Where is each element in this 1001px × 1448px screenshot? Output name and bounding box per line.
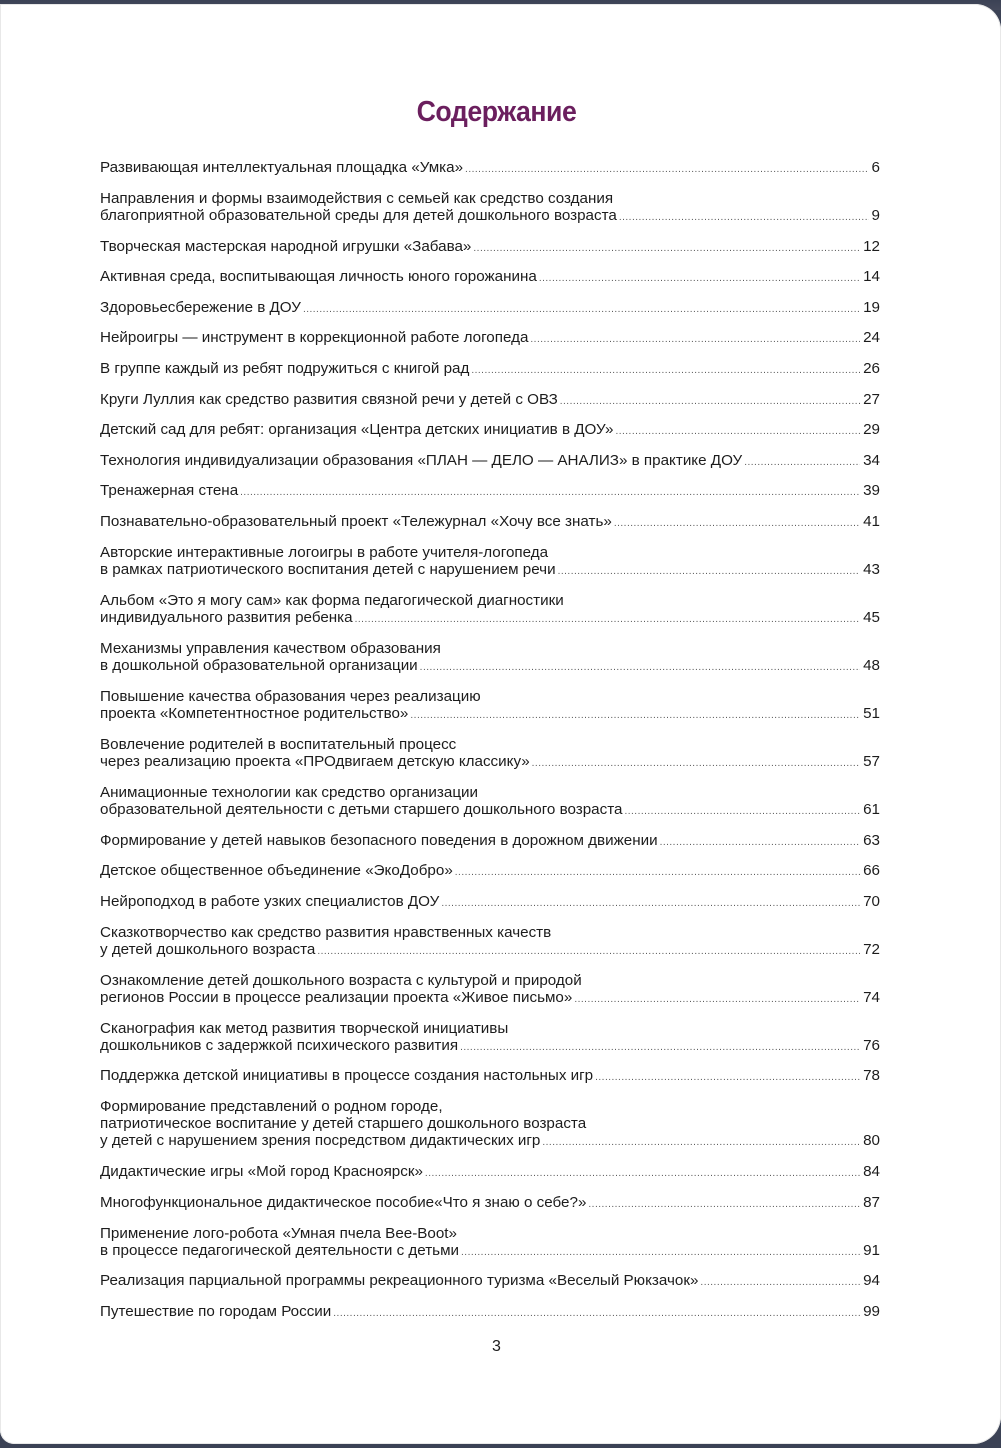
toc-entry-title-line: Нейроигры — инструмент в коррекционной работе логопеда [100,329,529,347]
toc-entry[interactable] [100,452,880,471]
dot-leader [532,755,860,772]
toc-entry[interactable] [100,268,880,287]
toc-entry-title-line: Путешествие по городам России [100,1302,332,1320]
toc-entry-page: 63 [863,831,880,849]
toc-entry[interactable] [100,832,880,851]
toc-entry[interactable] [100,893,880,912]
toc-entry-title-line: в рамках патриотического воспитания детей с нарушением речи [100,560,556,578]
dot-leader [473,240,860,257]
toc-entry-title-line: Альбом «Это я могу сам» как форма педагогической диагностики [100,591,564,609]
dot-leader [558,563,861,580]
toc-entry-title-line: Детский сад для ребят: организация «Центра детских инициатив в ДОУ» [100,421,614,439]
toc-entry-page: 9 [871,207,880,224]
toc-entry-page: 94 [863,1272,880,1290]
dot-leader [614,515,860,532]
toc-entry-page: 6 [871,159,880,176]
toc-entry-page: 39 [863,482,880,500]
toc-entry-title-line: в процессе педагогической деятельности с детьми [100,1241,460,1259]
toc-entry-title-line: Авторские интерактивные логоигры в работе учителя-логопеда [100,543,549,561]
dot-leader [700,1274,860,1291]
toc-entry[interactable] [100,640,880,676]
toc-entry-page: 91 [863,1241,880,1259]
toc-entry[interactable] [100,1225,880,1261]
toc-entry-title-line: проекта «Компетентностное родительство» [100,704,409,722]
dot-leader [441,895,860,912]
dot-leader [303,301,860,318]
dot-leader [317,943,860,960]
dot-leader [461,1244,860,1261]
toc-entry-page: 99 [863,1302,880,1320]
toc-entry-page: 41 [863,512,880,530]
dot-leader [660,834,861,851]
toc-entry[interactable] [100,784,880,820]
table-of-contents [100,159,880,1322]
toc-entry[interactable] [100,862,880,881]
toc-entry-title-line: через реализацию проекта «ПРОдвигаем детскую классику» [100,752,530,770]
toc-entry[interactable] [100,1067,880,1086]
toc-entry-title-line: патриотическое воспитание у детей старшего дошкольного возраста [100,1115,587,1133]
toc-entry-title-line: Поддержка детской инициативы в процессе создания настольных игр [100,1067,594,1085]
toc-entry[interactable] [100,238,880,257]
toc-entry-page: 74 [863,988,880,1006]
dot-leader [615,423,860,440]
toc-entry-title-line: благоприятной образовательной среды для детей дошкольного возраста [100,207,617,224]
toc-entry-title-line: Дидактические игры «Мой город Красноярск» [100,1162,423,1180]
toc-entry-title-line: Повышение качества образования через реализацию [100,687,481,705]
toc-entry-page: 78 [863,1067,880,1085]
toc-entry-title-line: регионов России в процессе реализации проекта «Живое письмо» [100,988,573,1006]
toc-entry-title-line: Вовлечение родителей в воспитательный процесс [100,735,457,753]
toc-entry-page: 72 [863,940,880,958]
page-number: 3 [492,1338,501,1355]
dot-leader [619,209,869,226]
toc-entry[interactable] [100,1098,880,1151]
toc-entry-title-line: Сканография как метод развития творческой инициативы [100,1019,509,1037]
dot-leader [410,707,860,724]
toc-entry-title-line: Развивающая интеллектуальная площадка «Умка» [100,159,464,176]
dot-leader [530,331,860,348]
toc-entry-title-line: Познавательно-образовательный проект «Тележурнал «Хочу все знать» [100,512,612,530]
toc-entry-title-line: Ознакомление детей дошкольного возраста с культурой и природой [100,971,582,989]
toc-entry-title-line: Активная среда, воспитывающая личность юного горожанина [100,268,537,286]
toc-entry-page: 19 [863,298,880,316]
toc-entry-title-line: у детей с нарушением зрения посредством дидактических игр [100,1132,541,1150]
document-page [0,4,1001,1444]
toc-entry-title-line: Сказкотворчество как средство развития нравственных качеств [100,923,552,941]
dot-leader [465,161,869,178]
dot-leader [471,362,860,379]
dot-leader [460,1039,860,1056]
toc-entry[interactable] [100,360,880,379]
toc-entry-title-line: Механизмы управления качеством образования [100,639,441,657]
toc-entry[interactable] [100,688,880,724]
toc-entry-title-line: Тренажерная стена [100,482,239,500]
dot-leader [539,270,860,287]
toc-entry[interactable] [100,299,880,318]
dot-leader [542,1134,860,1151]
dot-leader [574,991,860,1008]
dot-leader [588,1196,860,1213]
toc-entry[interactable] [100,482,880,501]
toc-entry-title-line: Формирование у детей навыков безопасного поведения в дорожном движении [100,831,658,849]
toc-entry[interactable] [100,1194,880,1213]
dot-leader [420,659,860,676]
toc-entry-title-line: Технология индивидуализации образования «ПЛАН — ДЕЛО — АНАЛИЗ» в практике ДОУ [100,451,743,469]
toc-entry-title-line: Нейроподход в работе узких специалистов ДОУ [100,892,440,910]
dot-leader [240,484,860,501]
toc-entry[interactable] [100,329,880,348]
toc-entry-page: 45 [863,608,880,626]
dot-leader [425,1165,860,1182]
toc-entry-title-line: Круги Луллия как средство развития связной речи у детей с ОВЗ [100,390,558,408]
toc-entry[interactable] [100,513,880,532]
toc-entry-title-line: Формирование представлений о родном городе, [100,1098,443,1116]
toc-entry-page: 76 [863,1036,880,1054]
toc-entry-page: 80 [863,1132,880,1150]
toc-entry-title-line: Анимационные технологии как средство организации [100,783,478,801]
toc-entry[interactable] [100,159,880,178]
toc-entry[interactable] [100,391,880,410]
toc-entry[interactable] [100,1303,880,1322]
dot-leader [595,1069,860,1086]
toc-entry-page: 29 [863,421,880,439]
toc-entry-page: 14 [863,268,880,286]
toc-entry[interactable] [100,544,880,580]
toc-entry-page: 87 [863,1193,880,1211]
toc-entry-page: 24 [863,329,880,347]
toc-entry[interactable] [100,592,880,628]
toc-entry[interactable] [100,1272,880,1291]
dot-leader [624,803,860,820]
toc-entry-page: 84 [863,1162,880,1180]
dot-leader [560,393,860,410]
toc-entry[interactable] [100,924,880,960]
toc-entry-title-line: образовательной деятельности с детьми старшего дошкольного возраста [100,800,623,818]
dot-leader [355,611,860,628]
toc-entry-title-line: Творческая мастерская народной игрушки «Забава» [100,237,472,255]
page-title: Содержание [416,96,577,128]
toc-entry[interactable] [100,736,880,772]
toc-entry[interactable] [100,190,880,226]
toc-entry-title-line: у детей дошкольного возраста [100,940,316,958]
toc-entry-title-line: Применение лого-робота «Умная пчела Bee-Boot» [100,1224,457,1242]
toc-entry-page: 70 [863,892,880,910]
toc-entry[interactable] [100,972,880,1008]
toc-entry-page: 48 [863,656,880,674]
toc-entry-page: 51 [863,704,880,722]
toc-entry-title-line: Здоровьесбережение в ДОУ [100,298,301,316]
toc-entry-title-line: индивидуального развития ребенка [100,608,353,626]
toc-entry-title-line: Реализация парциальной программы рекреационного туризма «Веселый Рюкзачок» [100,1272,699,1290]
toc-entry-title-line: в дошкольной образовательной организации [100,656,418,674]
toc-entry-title-line: В группе каждый из ребят подружиться с книгой рад [100,359,470,377]
toc-entry-title-line: Многофункциональное дидактическое пособие«Что я знаю о себе?» [100,1193,587,1211]
dot-leader [455,864,860,881]
dot-leader [333,1305,860,1322]
toc-entry-title-line: Детское общественное объединение «ЭкоДобро» [100,862,453,880]
toc-entry-title-line: Направления и формы взаимодействия с семьей как средство создания [100,190,614,207]
toc-entry-page: 12 [863,237,880,255]
toc-entry-page: 66 [863,862,880,880]
toc-entry-page: 34 [863,451,880,469]
toc-entry-page: 26 [863,359,880,377]
toc-entry[interactable] [100,421,880,440]
dot-leader [744,454,860,471]
toc-entry-title-line: дошкольников с задержкой психического развития [100,1036,459,1054]
toc-entry[interactable] [100,1163,880,1182]
toc-entry-page: 27 [863,390,880,408]
toc-entry-page: 57 [863,752,880,770]
toc-entry[interactable] [100,1020,880,1056]
toc-entry-page: 43 [863,560,880,578]
toc-entry-page: 61 [863,800,880,818]
